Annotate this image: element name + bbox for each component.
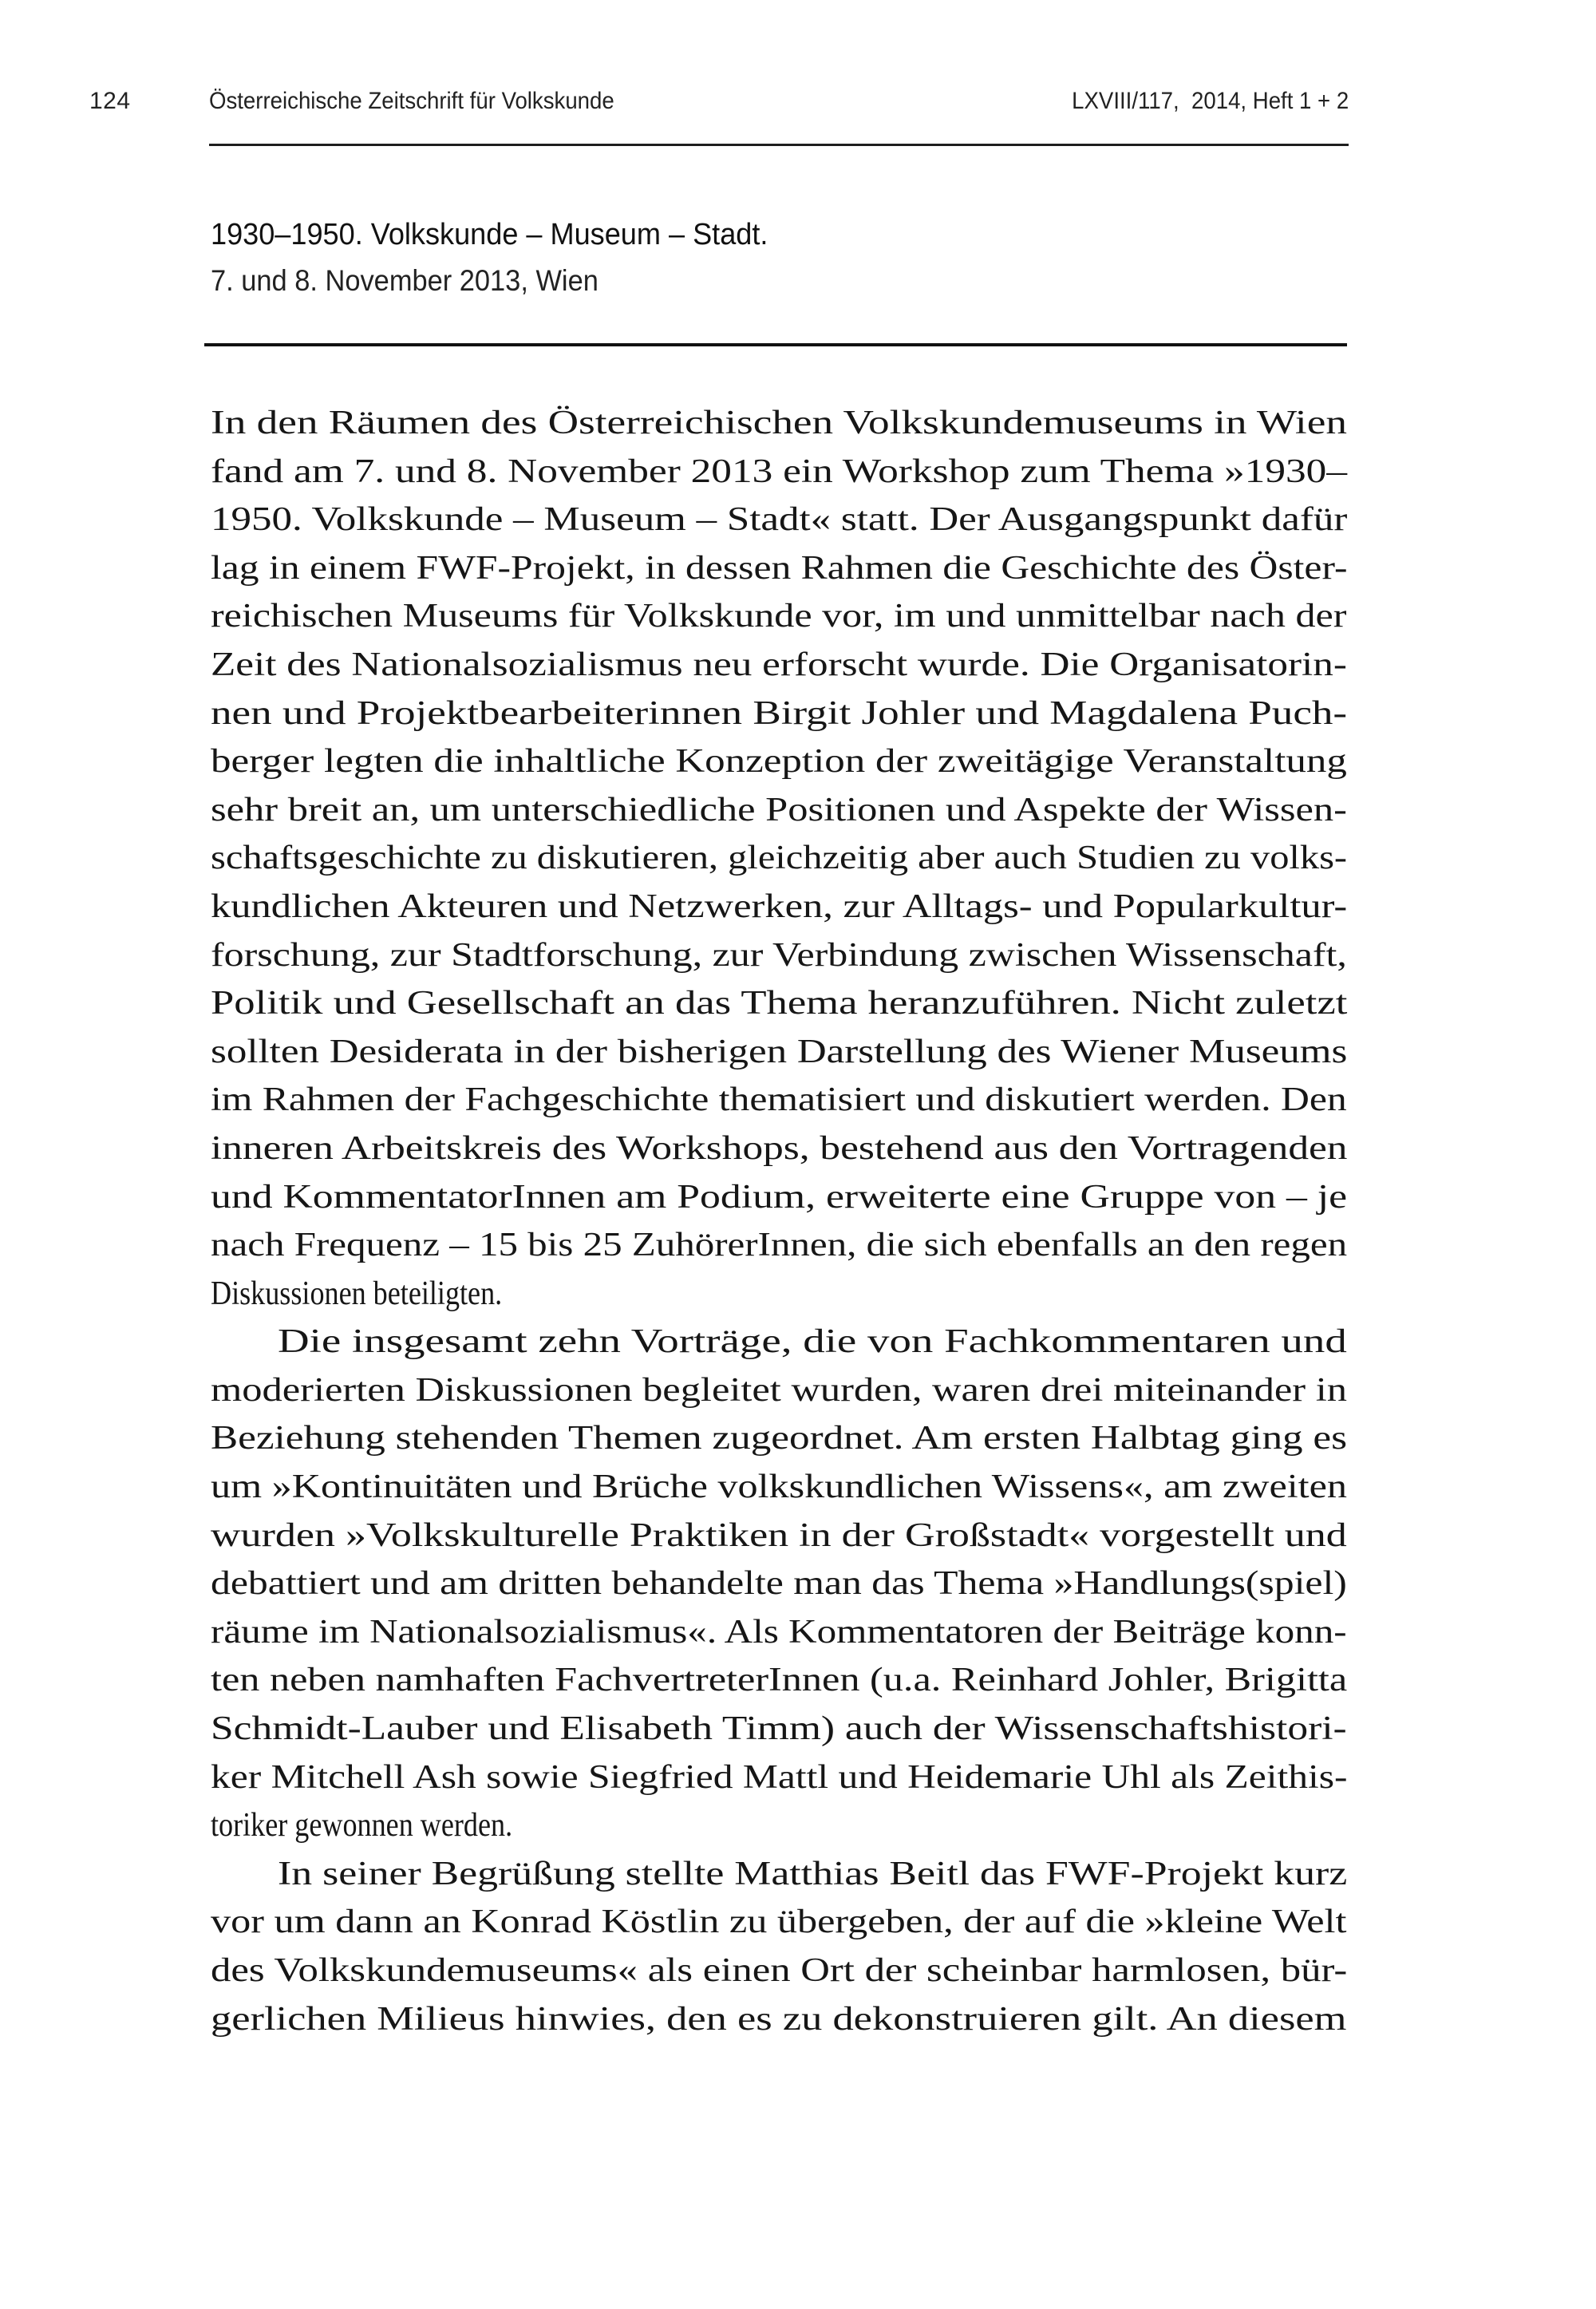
text-line	[211, 592, 1347, 641]
text-line	[211, 1173, 1347, 1222]
text-line	[211, 1512, 1347, 1560]
title-divider	[204, 343, 1347, 346]
text-line-content: Schmidt-Lauber und Elisabeth Timm) auch der Wissenschaftshistori-	[211, 1710, 1347, 1748]
text-line-content: reichischen Museums für Volkskunde vor, im und unmittelbar nach der	[211, 598, 1347, 635]
text-line-content: moderierten Diskussionen begleitet wurden, waren drei miteinander in	[211, 1371, 1347, 1409]
text-line	[211, 1995, 1347, 2044]
text-line-content: nen und Projektbearbeiterinnen Birgit Johler und Magdalena Puch-	[211, 694, 1348, 732]
text-line-content: lag in einem FWF-Projekt, in dessen Rahmen die Geschichte des Öster-	[211, 549, 1348, 587]
text-line	[211, 690, 1347, 738]
header-divider	[209, 144, 1349, 146]
text-line-content: des Volkskundemuseums« als einen Ort der scheinbar harmlosen, bür-	[211, 1952, 1348, 1989]
text-line-content: Diskussionen beteiligten.	[211, 1275, 503, 1312]
text-line-content: schaftsgeschichte zu diskutieren, gleichzeitig aber auch Studien zu volks-	[211, 840, 1348, 877]
text-line	[211, 1560, 1347, 1608]
text-line	[211, 883, 1347, 931]
text-line-content: forschung, zur Stadtforschung, zur Verbindung zwischen Wissenschaft,	[211, 936, 1347, 974]
issue-info: LXVIII/117, 2014, Heft 1 + 2	[1071, 88, 1349, 114]
text-line	[211, 1608, 1347, 1657]
text-line	[211, 737, 1347, 786]
text-line	[211, 1076, 1347, 1125]
text-line-content: 1950. Volkskunde – Museum – Stadt« statt. Der Ausgangspunkt dafür	[211, 501, 1348, 539]
text-line-content: Politik und Gesellschaft an das Thema heranzuführen. Nicht zuletzt	[211, 985, 1348, 1022]
text-line-content: sehr breit an, um unterschiedliche Positionen und Aspekte der Wissen-	[211, 791, 1347, 828]
text-line-content: Beziehung stehenden Themen zugeordnet. Am ersten Halbtag ging es	[211, 1420, 1348, 1457]
text-line-content: um »Kontinuitäten und Brüche volkskundlichen Wissens«, am zweiten	[211, 1469, 1347, 1506]
running-header	[0, 0, 1596, 160]
text-line-content: gerlichen Milieus hinwies, den es zu dekonstruieren gilt. An diesem	[211, 2000, 1347, 2038]
text-line-content: wurden »Volkskulturelle Praktiken in der Großstadt« vorgestellt und	[211, 1516, 1347, 1554]
journal-title: Österreichische Zeitschrift für Volkskunde	[209, 88, 614, 114]
text-line	[211, 834, 1347, 883]
text-line	[211, 1947, 1347, 1995]
article-heading	[211, 212, 797, 304]
text-line-content: sollten Desiderata in der bisherigen Darstellung des Wiener Museums	[211, 1033, 1348, 1070]
text-line	[211, 1221, 1347, 1270]
text-line-content: debattiert und am dritten behandelte man das Thema »Handlungs(spiel)	[211, 1565, 1347, 1603]
text-line-content: im Rahmen der Fachgeschichte thematisiert und diskutiert werden. Den	[211, 1081, 1347, 1119]
text-line-content: In seiner Begrüßung stellte Matthias Beitl das FWF-Projekt kurz	[278, 1855, 1348, 1892]
text-line	[211, 979, 1347, 1028]
text-line-content: toriker gewonnen werden.	[211, 1807, 513, 1844]
text-line-content: kundlichen Akteuren und Netzwerken, zur Alltags- und Popularkultur-	[211, 888, 1348, 925]
article-body	[211, 399, 1347, 2043]
text-line	[211, 786, 1347, 835]
text-line-content: vor um dann an Konrad Köstlin zu übergeben, der auf die »kleine Welt	[211, 1904, 1347, 1941]
text-line-content: berger legten die inhaltliche Konzeption der zweitägige Veranstaltung	[211, 743, 1347, 781]
text-line	[211, 496, 1347, 544]
text-line-content: nach Frequenz – 15 bis 25 ZuhörerInnen, die sich ebenfalls an den regen	[211, 1227, 1348, 1264]
text-line	[211, 1463, 1347, 1512]
text-line-content: fand am 7. und 8. November 2013 ein Workshop zum Thema »1930–	[211, 453, 1348, 490]
text-line	[211, 1656, 1347, 1705]
text-line-content: ten neben namhaften FachvertreterInnen (u.a. Reinhard Johler, Brigitta	[211, 1662, 1348, 1699]
article-title: 1930–1950. Volkskunde – Museum – Stadt.	[211, 218, 768, 251]
paragraph	[211, 1850, 1347, 2043]
text-line	[211, 1028, 1347, 1077]
text-line	[211, 1318, 1347, 1366]
text-line-content: Die insgesamt zehn Vorträge, die von Fachkommentaren und	[278, 1323, 1347, 1361]
paragraph	[211, 399, 1347, 1318]
page-number: 124	[89, 88, 131, 114]
text-line-content: In den Räumen des Österreichischen Volkskundemuseums in Wien	[211, 405, 1347, 441]
text-line-content: ker Mitchell Ash sowie Siegfried Mattl und Heidemarie Uhl als Zeithis-	[211, 1758, 1348, 1796]
text-line	[211, 448, 1347, 496]
paragraph	[211, 1318, 1347, 1850]
text-line	[211, 1366, 1347, 1415]
text-line	[211, 1125, 1347, 1173]
article-subtitle: 7. und 8. November 2013, Wien	[211, 264, 598, 297]
text-line-content: inneren Arbeitskreis des Workshops, bestehend aus den Vortragenden	[211, 1129, 1348, 1167]
text-line-content: Zeit des Nationalsozialismus neu erforscht wurde. Die Organisatorin-	[211, 646, 1347, 683]
text-line-content: und KommentatorInnen am Podium, erweiterte eine Gruppe von – je	[211, 1178, 1348, 1216]
text-line	[211, 399, 1347, 448]
text-line	[211, 544, 1347, 593]
text-line	[211, 1850, 1347, 1899]
text-line	[211, 1705, 1347, 1753]
text-line	[211, 1898, 1347, 1947]
text-line-content: räume im Nationalsozialismus«. Als Kommentatoren der Beiträge konn-	[211, 1613, 1347, 1651]
text-line	[211, 1801, 1347, 1850]
text-line	[211, 931, 1347, 980]
text-line	[211, 1270, 1347, 1319]
text-line	[211, 1753, 1347, 1802]
text-line	[211, 641, 1347, 690]
text-line	[211, 1414, 1347, 1463]
